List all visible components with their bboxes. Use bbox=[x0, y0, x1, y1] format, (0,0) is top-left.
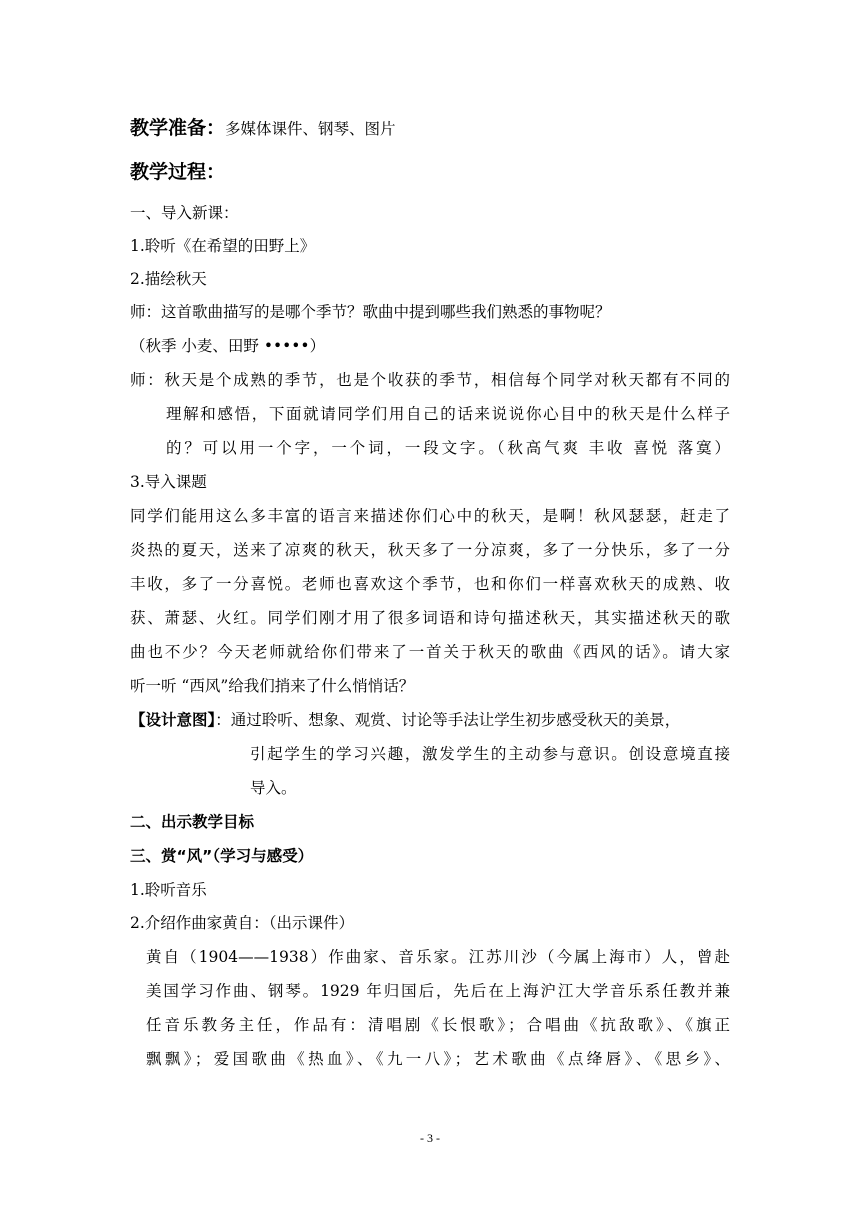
teacher-line-1: 师：秋天是个成熟的季节，也是个收获的季节，相信每个同学对秋天都有不同的 bbox=[130, 371, 730, 389]
bio-line-4: 飘飘》；爱国歌曲《热血》、《九一八》；艺术歌曲《点绛唇》、《思乡》、 bbox=[146, 1050, 730, 1068]
section1-title: 一、导入新课： bbox=[130, 204, 239, 222]
bio-line-3: 任音乐教务主任，作品有：清唱剧《长恨歌》；合唱曲《抗敌歌》、《旗正 bbox=[146, 1016, 730, 1034]
intro-para-line-6: 听一听 “西风”给我们捎来了什么悄悄话？ bbox=[130, 677, 415, 695]
design-intent-text-1: ：通过聆听、想象、观赏、讨论等手法让学生初步感受秋天的美景， bbox=[215, 711, 681, 729]
intro-para-line-3: 丰收，多了一分喜悦。老师也喜欢这个季节，也和你们一样喜欢秋天的成熟、收 bbox=[130, 575, 730, 593]
teaching-process-heading: 教学过程： bbox=[130, 161, 226, 183]
bio-line-1: 黄自（1904——1938）作曲家、音乐家。江苏川沙（今属上海市）人，曾赴 bbox=[146, 948, 730, 966]
intro-para-line-2: 炎热的夏天，送来了凉爽的秋天，秋天多了一分凉爽，多了一分快乐，多了一分 bbox=[130, 541, 730, 559]
teaching-prep-text: 多媒体课件、钢琴、图片 bbox=[225, 120, 396, 138]
student-answer: （秋季 小麦、田野 •••••） bbox=[130, 337, 326, 355]
section1-item2: 2.描绘秋天 bbox=[130, 270, 207, 288]
section3-item2: 2.介绍作曲家黄自：（出示课件） bbox=[130, 914, 355, 932]
teacher-question: 师：这首歌曲描写的是哪个季节？歌曲中提到哪些我们熟悉的事物呢？ bbox=[130, 303, 611, 321]
bio-line-2: 美国学习作曲、钢琴。1929 年归国后，先后在上海沪江大学音乐系任教并兼 bbox=[146, 982, 730, 1000]
design-intent-line-3: 导入。 bbox=[250, 779, 297, 797]
teacher-line-2: 理解和感悟，下面就请同学们用自己的话来说说你心目中的秋天是什么样子 bbox=[166, 405, 730, 423]
design-intent-line-2: 引起学生的学习兴趣，激发学生的主动参与意识。创设意境直接 bbox=[250, 745, 730, 763]
section1-item3: 3.导入课题 bbox=[130, 473, 207, 491]
teaching-prep-label: 教学准备： bbox=[130, 117, 226, 139]
section3-title: 三、赏“风”（学习与感受） bbox=[130, 847, 314, 865]
section3-item1: 1.聆听音乐 bbox=[130, 881, 207, 899]
intro-para-line-5: 曲也不少？今天老师就给你们带来了一首关于秋天的歌曲《西风的话》。请大家 bbox=[130, 643, 730, 661]
intro-para-line-4: 获、萧瑟、火红。同学们刚才用了很多词语和诗句描述秋天，其实描述秋天的歌 bbox=[130, 609, 730, 627]
design-intent-label: 【设计意图】 bbox=[130, 711, 216, 729]
teaching-prep-line bbox=[130, 116, 396, 140]
section2-title: 二、出示教学目标 bbox=[130, 813, 255, 831]
page-number: - 3 - bbox=[420, 1131, 440, 1145]
section1-item1: 1.聆听《在希望的田野上》 bbox=[130, 237, 316, 255]
design-intent-line-1 bbox=[130, 710, 730, 730]
teacher-line-3: 的？可以用一个字，一个词，一段文字。（秋高气爽 丰收 喜悦 落寞） bbox=[166, 439, 730, 457]
intro-para-line-1: 同学们能用这么多丰富的语言来描述你们心中的秋天，是啊！秋风瑟瑟，赶走了 bbox=[130, 507, 730, 525]
